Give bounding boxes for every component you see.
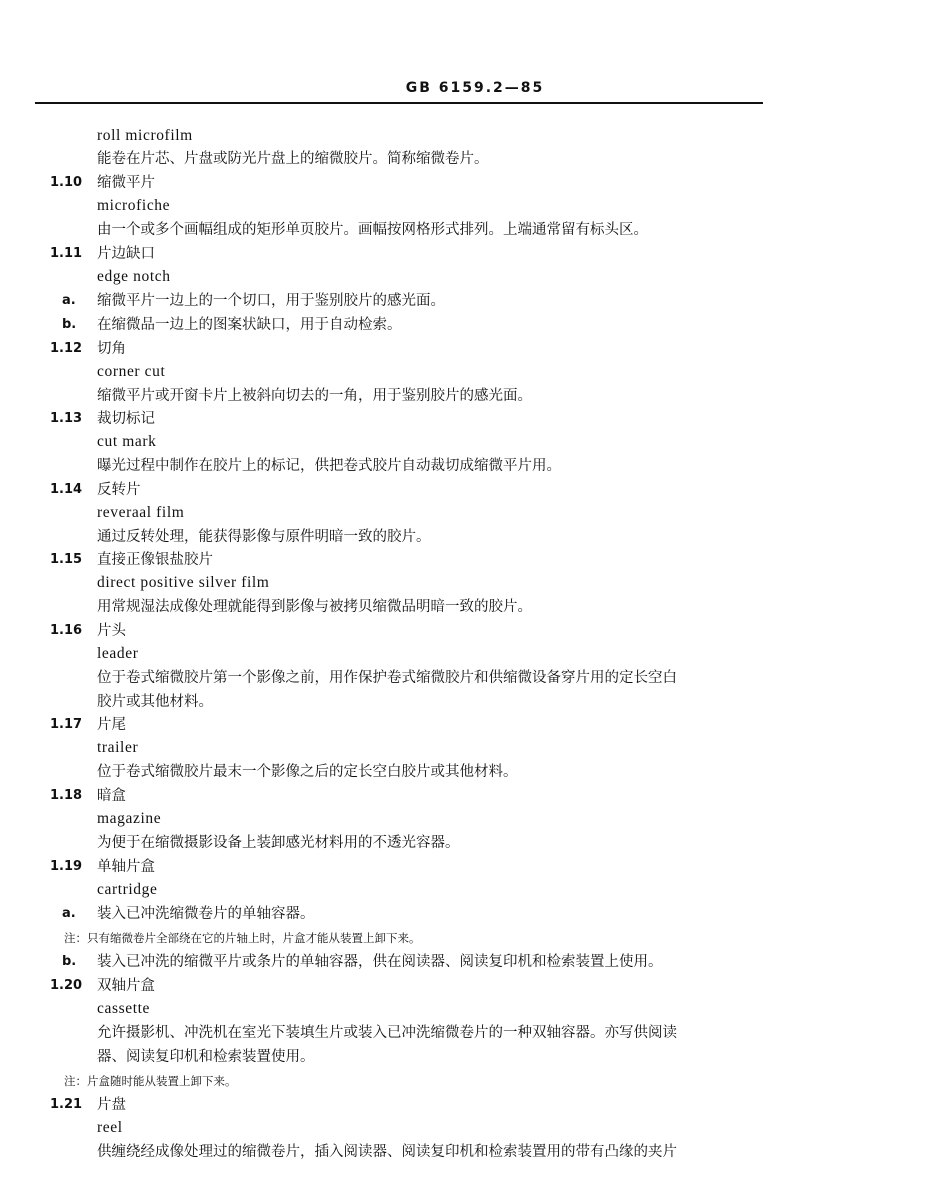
- note: 注：片盒随时能从装置上卸下来。: [64, 1074, 237, 1088]
- term-english: corner cut: [97, 363, 166, 380]
- term-number: 1.11: [50, 246, 83, 261]
- term-number: 1.17: [50, 717, 83, 732]
- term-chinese: 缩微平片: [97, 175, 155, 191]
- term-english: edge notch: [97, 268, 171, 285]
- term-chinese: 片尾: [97, 717, 126, 733]
- item-label: a.: [62, 293, 76, 308]
- term-chinese: 双轴片盒: [97, 978, 155, 994]
- header-rule: [35, 102, 763, 104]
- term-chinese: 直接正像银盐胶片: [97, 552, 213, 568]
- item-text: 在缩微品一边上的图案状缺口，用于自动检索。: [97, 317, 402, 333]
- item-text: 缩微平片一边上的一个切口，用于鉴别胶片的感光面。: [97, 293, 445, 309]
- note: 注：只有缩微卷片全部绕在它的片轴上时，片盒才能从装置上卸下来。: [64, 931, 421, 945]
- page-header: GB 6159.2—85: [405, 80, 545, 96]
- term-chinese: 单轴片盒: [97, 859, 155, 875]
- term-number: 1.18: [50, 788, 83, 803]
- term-chinese: 片盘: [97, 1097, 126, 1113]
- term-definition: 缩微平片或开窗卡片上被斜向切去的一角，用于鉴别胶片的感光面。: [97, 388, 532, 404]
- term-definition: 能卷在片芯、片盘或防光片盘上的缩微胶片。简称缩微卷片。: [97, 151, 489, 167]
- term-chinese: 反转片: [97, 482, 141, 498]
- term-number: 1.15: [50, 552, 83, 567]
- term-english: cut mark: [97, 433, 157, 450]
- term-number: 1.14: [50, 482, 83, 497]
- item-text: 装入已冲洗缩微卷片的单轴容器。: [97, 906, 315, 922]
- item-text: 装入已冲洗的缩微平片或条片的单轴容器，供在阅读器、阅读复印机和检索装置上使用。: [97, 954, 663, 970]
- term-english: roll microfilm: [97, 127, 193, 144]
- item-label: a.: [62, 906, 76, 921]
- term-english: cartridge: [97, 881, 158, 898]
- term-english: direct positive silver film: [97, 574, 270, 591]
- term-definition: 允许摄影机、冲洗机在室光下装填生片或装入已冲洗缩微卷片的一种双轴容器。亦写供阅读: [97, 1025, 677, 1041]
- term-definition: 曝光过程中制作在胶片上的标记，供把卷式胶片自动裁切成缩微平片用。: [97, 458, 561, 474]
- term-definition-cont: 胶片或其他材料。: [97, 694, 213, 710]
- term-chinese: 片边缺口: [97, 246, 155, 262]
- term-number: 1.20: [50, 978, 83, 993]
- term-definition-cont: 器、阅读复印机和检索装置使用。: [97, 1049, 315, 1065]
- term-chinese: 暗盒: [97, 788, 126, 804]
- term-english: reel: [97, 1119, 123, 1136]
- term-definition: 供缠绕经成像处理过的缩微卷片，插入阅读器、阅读复印机和检索装置用的带有凸缘的夹片: [97, 1144, 677, 1160]
- term-number: 1.13: [50, 411, 83, 426]
- term-number: 1.19: [50, 859, 83, 874]
- term-english: cassette: [97, 1000, 150, 1017]
- term-english: reveraal film: [97, 504, 185, 521]
- term-english: microfiche: [97, 197, 171, 214]
- item-label: b.: [62, 317, 77, 332]
- term-english: trailer: [97, 739, 139, 756]
- term-chinese: 裁切标记: [97, 411, 155, 427]
- term-chinese: 片头: [97, 623, 126, 639]
- item-label: b.: [62, 954, 77, 969]
- term-number: 1.10: [50, 175, 83, 190]
- term-definition: 由一个或多个画幅组成的矩形单页胶片。画幅按网格形式排列。上端通常留有标头区。: [97, 222, 648, 238]
- term-definition: 位于卷式缩微胶片第一个影像之前，用作保护卷式缩微胶片和供缩微设备穿片用的定长空白: [97, 670, 677, 686]
- term-number: 1.12: [50, 341, 83, 356]
- term-definition: 位于卷式缩微胶片最末一个影像之后的定长空白胶片或其他材料。: [97, 764, 518, 780]
- term-number: 1.21: [50, 1097, 83, 1112]
- term-number: 1.16: [50, 623, 83, 638]
- term-definition: 用常规湿法成像处理就能得到影像与被拷贝缩微品明暗一致的胶片。: [97, 599, 532, 615]
- term-definition: 为便于在缩微摄影设备上装卸感光材料用的不透光容器。: [97, 835, 460, 851]
- term-english: leader: [97, 645, 139, 662]
- term-definition: 通过反转处理，能获得影像与原件明暗一致的胶片。: [97, 529, 431, 545]
- term-chinese: 切角: [97, 341, 126, 357]
- term-english: magazine: [97, 810, 162, 827]
